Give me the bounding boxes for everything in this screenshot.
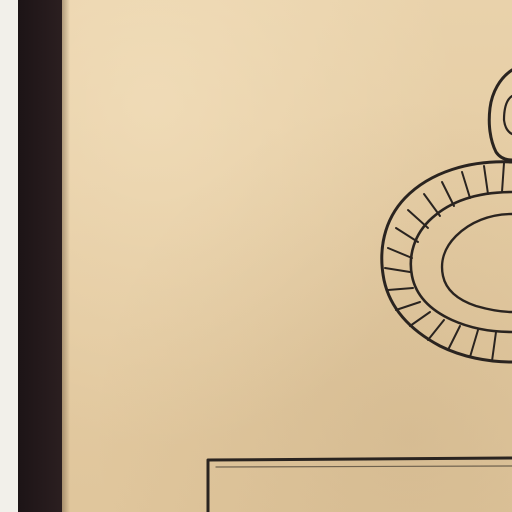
top-knob-inner bbox=[504, 96, 512, 134]
top-knob-outline bbox=[489, 70, 512, 160]
bottom-box-inner-edge bbox=[216, 466, 512, 467]
oval-inner-hole bbox=[442, 214, 512, 312]
